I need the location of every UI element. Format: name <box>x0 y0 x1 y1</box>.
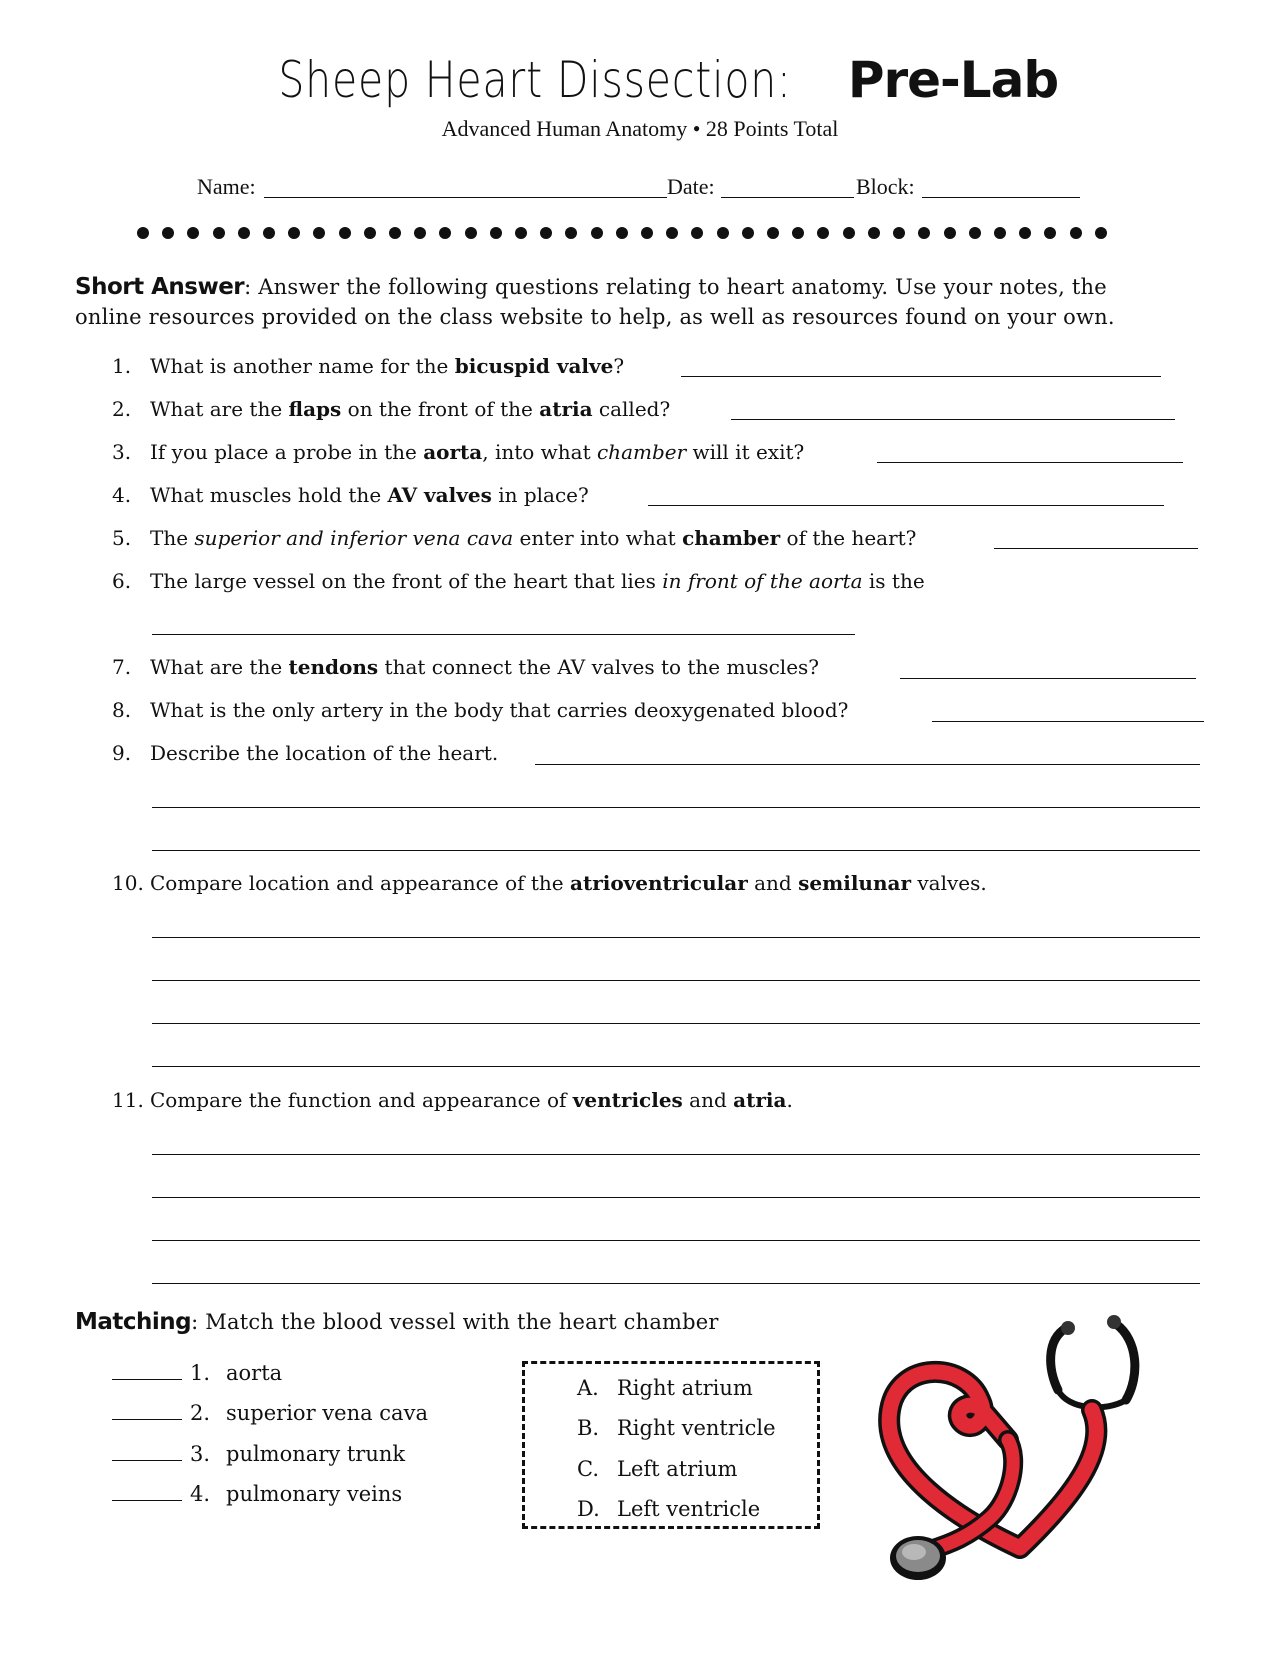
question-number: 11. <box>112 1088 144 1112</box>
matching-item: 4. pulmonary veins <box>112 1480 402 1508</box>
choice-item: C. Left atrium <box>577 1457 738 1481</box>
question-8: 8. What is the only artery in the body that carries deoxygenated blood? <box>112 695 848 725</box>
date-field[interactable] <box>721 197 854 198</box>
answer-line-11b[interactable] <box>152 1197 1200 1198</box>
subtitle: Advanced Human Anatomy • 28 Points Total <box>441 116 839 141</box>
name-field[interactable] <box>264 197 667 198</box>
matching-blank[interactable] <box>112 1361 182 1380</box>
answer-line-3[interactable] <box>877 462 1183 463</box>
matching-blank[interactable] <box>112 1401 182 1420</box>
answer-line-11d[interactable] <box>152 1283 1200 1284</box>
student-info-bar <box>197 174 1097 204</box>
question-10: 10. Compare location and appearance of the atrioventricular and semilunar valves. <box>112 868 987 898</box>
answer-line-10b[interactable] <box>152 980 1200 981</box>
answer-line-1[interactable] <box>681 376 1161 377</box>
question-6: 6. The large vessel on the front of the heart that lies in front of the aorta is the <box>112 566 925 596</box>
matching-blank[interactable] <box>112 1442 182 1461</box>
block-label: Block: <box>856 174 915 199</box>
question-4: 4. What muscles hold the AV valves in place? <box>112 480 589 510</box>
question-7: 7. What are the tendons that connect the AV valves to the muscles? <box>112 652 819 682</box>
choice-item: B. Right ventricle <box>577 1416 776 1440</box>
question-number: 6. <box>112 569 132 593</box>
answer-line-10c[interactable] <box>152 1023 1200 1024</box>
answer-line-10a[interactable] <box>152 937 1200 938</box>
answer-line-9b[interactable] <box>152 807 1200 808</box>
matching-instructions <box>75 1307 719 1337</box>
question-2: 2. What are the flaps on the front of the atria called? <box>112 394 670 424</box>
matching-instructions-text: : Match the blood vessel with the heart chamber <box>191 1310 719 1334</box>
title-bold: Pre-Lab <box>847 51 1059 109</box>
instructions-line-1: : Answer the following questions relating to heart anatomy. Use your notes, the <box>244 275 1107 299</box>
instructions-line-2: online resources provided on the class website to help, as well as resources found on your own. <box>75 305 1115 329</box>
date-label: Date: <box>667 174 715 199</box>
answer-line-5[interactable] <box>994 548 1198 549</box>
question-number: 10. <box>112 871 144 895</box>
short-answer-instructions <box>75 272 1107 302</box>
question-1: 1. What is another name for the bicuspid valve? <box>112 351 624 381</box>
answer-line-11c[interactable] <box>152 1240 1200 1241</box>
question-number: 1. <box>112 354 132 378</box>
stethoscope-heart-icon <box>870 1300 1170 1590</box>
question-number: 4. <box>112 483 132 507</box>
answer-line-8[interactable] <box>932 721 1204 722</box>
block-field[interactable] <box>922 197 1080 198</box>
answer-line-9a[interactable] <box>535 764 1200 765</box>
question-number: 9. <box>112 741 132 765</box>
matching-item: 1. aorta <box>112 1359 282 1387</box>
question-11: 11. Compare the function and appearance of ventricles and atria. <box>112 1085 793 1115</box>
question-number: 3. <box>112 440 132 464</box>
question-3: 3. If you place a probe in the aorta, into what chamber will it exit? <box>112 437 804 467</box>
answer-line-6[interactable] <box>152 634 855 635</box>
answer-line-4[interactable] <box>648 505 1164 506</box>
question-number: 8. <box>112 698 132 722</box>
matching-heading: Matching <box>75 1309 192 1335</box>
question-number: 7. <box>112 655 132 679</box>
name-label: Name: <box>197 174 256 199</box>
choice-item: A. Right atrium <box>577 1376 753 1400</box>
question-9: 9. Describe the location of the heart. <box>112 738 498 768</box>
question-number: 2. <box>112 397 132 421</box>
question-5: 5. The superior and inferior vena cava enter into what chamber of the heart? <box>112 523 916 553</box>
answer-line-9c[interactable] <box>152 850 1200 851</box>
dotted-divider <box>137 225 1107 241</box>
answer-line-10d[interactable] <box>152 1066 1200 1067</box>
answer-line-2[interactable] <box>731 419 1175 420</box>
title-thin: Sheep Heart Dissection: <box>278 51 792 109</box>
question-number: 5. <box>112 526 132 550</box>
matching-item: 2. superior vena cava <box>112 1399 428 1427</box>
answer-line-7[interactable] <box>900 678 1196 679</box>
choice-item: D. Left ventricle <box>577 1497 761 1521</box>
matching-blank[interactable] <box>112 1482 182 1501</box>
matching-item: 3. pulmonary trunk <box>112 1440 405 1468</box>
page-title <box>0 48 1280 112</box>
short-answer-heading: Short Answer <box>75 274 245 300</box>
answer-line-11a[interactable] <box>152 1154 1200 1155</box>
matching-choices-box <box>522 1361 820 1529</box>
